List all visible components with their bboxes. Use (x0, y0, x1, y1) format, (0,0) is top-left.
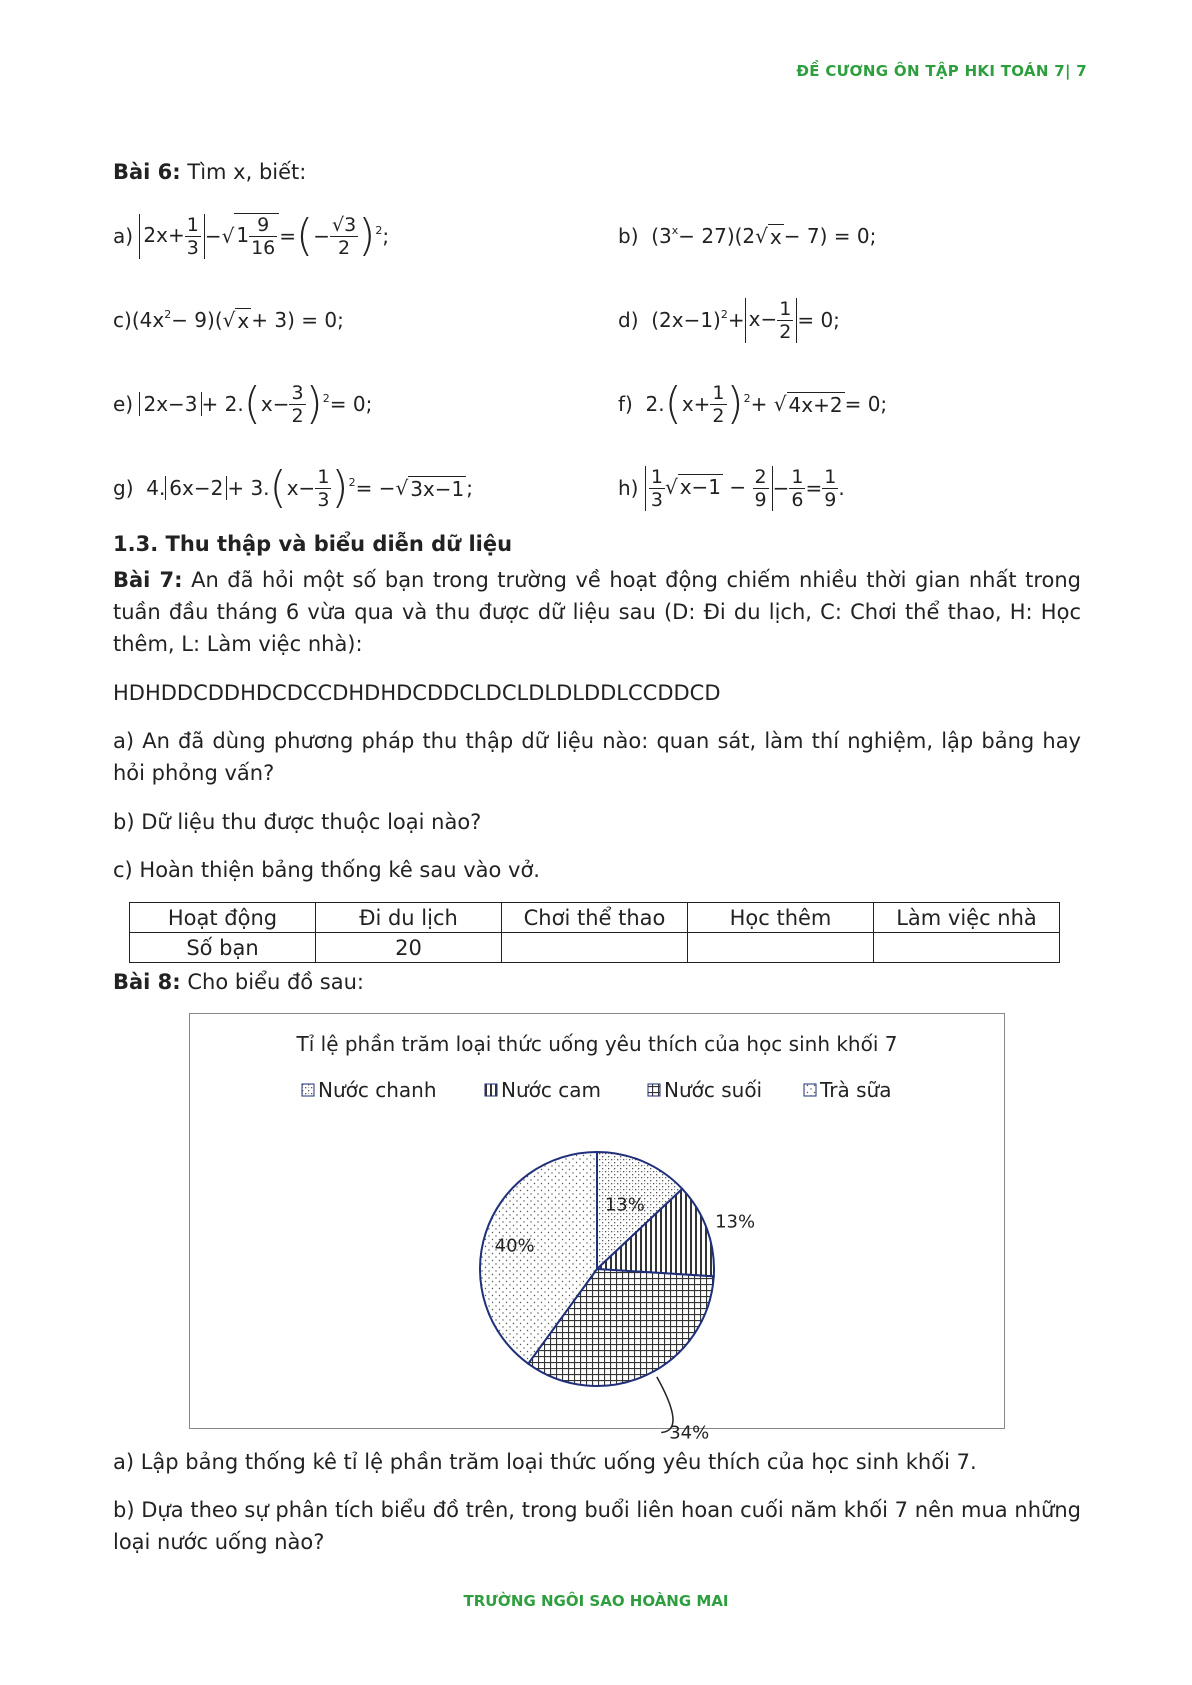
data-label: 13% (715, 1211, 756, 1233)
legend-label: Nước cam (501, 1078, 601, 1102)
eq-a-label: a) (113, 224, 134, 248)
table-header-cell: Chơi thể thao (502, 903, 688, 933)
bai8-prompt: Cho biểu đồ sau: (187, 970, 365, 994)
table-cell: 20 (316, 933, 502, 963)
chart-legend (302, 1078, 891, 1102)
table-cell (502, 933, 688, 963)
equation-f: f) 2. ( x+ $\frac{1}{2}$ ) 2 + √ 4x+2 = 0; (618, 378, 888, 429)
legend-label: Nước chanh (318, 1078, 437, 1102)
bai7-paragraph (113, 564, 1081, 660)
eq-d-label: d) (618, 308, 639, 332)
table-cell (874, 933, 1060, 963)
legend-label: Trà sữa (820, 1078, 892, 1102)
table-cell (688, 933, 874, 963)
eq-e-label: e) (113, 392, 134, 416)
bai7-question-a: a) An đã dùng phương pháp thu thập dữ liệu nào: quan sát, làm thí nghiệm, lập bảng hay hỏi phỏng vấn? (113, 729, 1081, 785)
table-header-cell: Làm việc nhà (874, 903, 1060, 933)
bai8-heading (113, 966, 364, 998)
data-label: 40% (494, 1235, 535, 1257)
equation-h: h) $\frac{1}{3}$ √ x−1 − $\frac{2}{9}$ − $\frac{1}{6}$ = $\frac{1}{9}$ . (618, 465, 845, 511)
bai7-question-b: b) Dữ liệu thu được thuộc loại nào? (113, 810, 482, 834)
bai8-label: Bài 8: (113, 970, 181, 994)
chart-title: Tỉ lệ phần trăm loại thức uống yêu thích của học sinh khối 7 (296, 1032, 898, 1056)
data-label: 13% (604, 1194, 645, 1216)
section-title: 1.3. Thu thập và biểu diễn dữ liệu (113, 532, 513, 556)
statistics-table (129, 902, 1060, 963)
page-header: ĐỀ CƯƠNG ÔN TẬP HKI TOÁN 7| 7 (796, 62, 1087, 80)
table-header-cell: Đi du lịch (316, 903, 502, 933)
eq-g-label: g) (113, 476, 134, 500)
table-cell: Số bạn (130, 933, 316, 963)
eq-h-label: h) (618, 476, 639, 500)
table-row (130, 933, 1060, 963)
bai8-question-b: b) Dựa theo sự phân tích biểu đồ trên, trong buổi liên hoan cuối năm khối 7 nên mua những loại nước uống nào? (113, 1498, 1081, 1554)
eq-f-label: f) (618, 392, 633, 416)
equation-c: c) (4x 2 − 9)(√ x + 3) = 0; (113, 307, 344, 333)
table-header-cell: Học thêm (688, 903, 874, 933)
pie-slices (480, 1152, 714, 1386)
legend-swatch (485, 1084, 497, 1096)
bai6-prompt: Tìm x, biết: (187, 160, 307, 184)
table-header-row (130, 903, 1060, 933)
bai7-data-string: HDHDDCDDHDCDCCDHDHDCDDCLDCLDLDLDDLCCDDCD (113, 681, 721, 705)
legend-swatch (302, 1084, 314, 1096)
data-label: 34% (669, 1422, 710, 1444)
legend-swatch (648, 1084, 660, 1096)
eq-b-label: b) (618, 224, 639, 248)
bai7-text: An đã hỏi một số bạn trong trường về hoạt động chiếm nhiều thời gian nhất trong tuần đầu tháng 6 vừa qua và thu được dữ liệu sau (D: Đi du lịch, C: Chơi thể thao, H: Học thêm, L: Làm việc nhà): (113, 568, 1081, 656)
pie-chart-frame (189, 1013, 1005, 1444)
equation-e: e) 2x−3 + 2. ( x− $\frac{3}{2}$ ) 2 = 0; (113, 378, 373, 429)
equation-d: d) (2x−1) 2 + x− $\frac{1}{2}$ = 0; (618, 297, 840, 343)
equation-g: g) 4. 6x−2 + 3. ( x− $\frac{1}{3}$ ) 2 = −√ 3x−1 ; (113, 462, 473, 513)
bai7-label: Bài 7: (113, 568, 183, 592)
equation-b: b) (3 x − 27)(2√ x − 7) = 0; (618, 223, 877, 249)
eq-c-label: c) (113, 308, 132, 332)
legend-swatch (804, 1084, 816, 1096)
table-header-cell: Hoạt động (130, 903, 316, 933)
pie-chart (190, 1014, 1004, 1444)
bai6-heading (113, 156, 306, 188)
page-footer: TRƯỜNG NGÔI SAO HOÀNG MAI (463, 1592, 729, 1610)
bai6-label: Bài 6: (113, 160, 181, 184)
bai7-question-c: c) Hoàn thiện bảng thống kê sau vào vở. (113, 858, 540, 882)
equation-a: a) 2x+ $\frac{1}{3}$ −√ 1 $\frac{9}{16}$ = ( − $\frac{√3}{2}$ ) 2 ; (113, 210, 390, 261)
legend-label: Nước suối (664, 1078, 763, 1102)
bai8-question-a: a) Lập bảng thống kê tỉ lệ phần trăm loại thức uống yêu thích của học sinh khối 7. (113, 1450, 977, 1474)
